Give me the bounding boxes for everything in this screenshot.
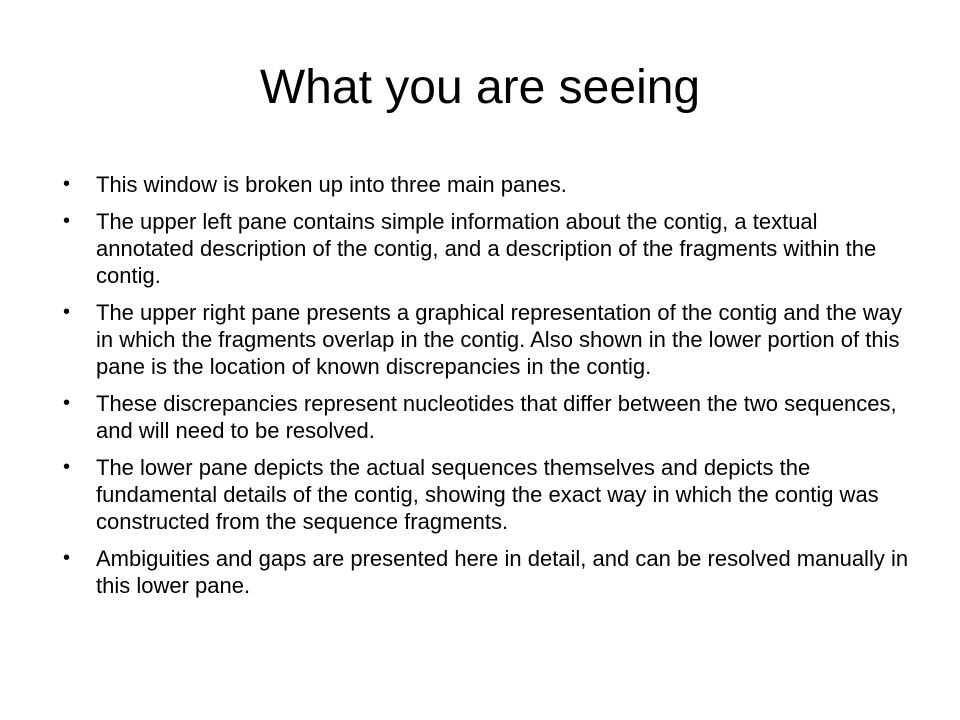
bullet-list — [60, 171, 910, 609]
bullet-text: This window is broken up into three main panes. — [96, 172, 567, 197]
bullet-text: The upper right pane presents a graphical representation of the contig and the way in which the fragments overlap in the contig. Also shown in the lower portion of this pane is the location of known discrepancies in the contig. — [96, 300, 902, 379]
bullet-item — [60, 208, 910, 289]
bullet-item — [60, 171, 910, 198]
bullet-item — [60, 454, 910, 535]
bullet-item — [60, 545, 910, 599]
slide-title: What you are seeing — [259, 61, 701, 114]
bullet-item — [60, 390, 910, 444]
bullet-item — [60, 299, 910, 380]
bullet-text: The upper left pane contains simple information about the contig, a textual annotated description of the contig, and a description of the fragments within the contig. — [96, 209, 877, 288]
bullet-dot-icon: • — [63, 210, 71, 232]
bullet-dot-icon: • — [63, 392, 71, 414]
bullet-dot-icon: • — [63, 173, 71, 195]
bullet-dot-icon: • — [63, 301, 71, 323]
bullet-dot-icon: • — [63, 456, 71, 478]
bullet-text: Ambiguities and gaps are presented here in detail, and can be resolved manually in this lower pane. — [96, 546, 909, 598]
bullet-dot-icon: • — [63, 547, 71, 569]
bullet-text: These discrepancies represent nucleotides that differ between the two sequences, and will need to be resolved. — [96, 391, 897, 443]
bullet-text: The lower pane depicts the actual sequences themselves and depicts the fundamental details of the contig, showing the exact way in which the contig was constructed from the sequence fragments. — [96, 455, 879, 534]
